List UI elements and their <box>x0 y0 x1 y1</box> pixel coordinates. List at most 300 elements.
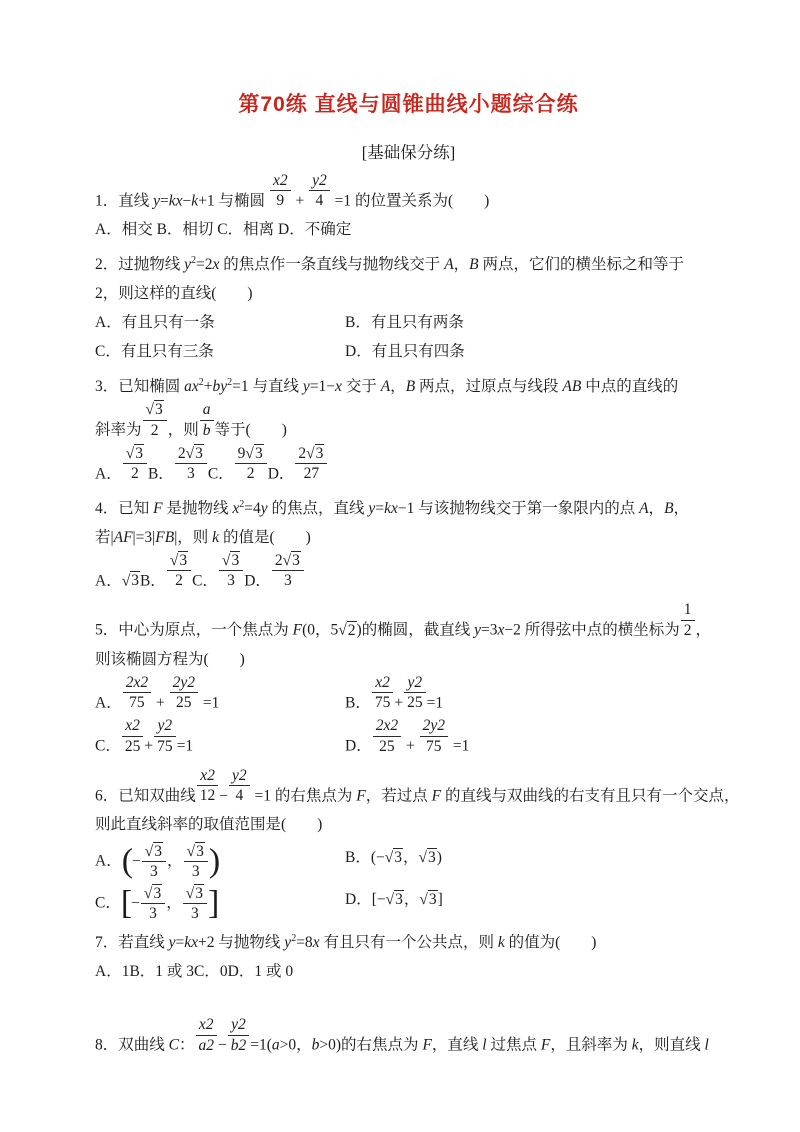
math-var: x2 <box>375 673 390 691</box>
sqrt-radical <box>126 444 144 462</box>
option-cell <box>345 337 465 366</box>
numerator <box>229 767 250 786</box>
text: C．有且只有三条 <box>95 343 214 361</box>
text: ， <box>453 256 470 274</box>
text: A．1B．1 或 3C．0D．1 或 0 <box>95 963 294 981</box>
option-cell <box>95 337 345 366</box>
radical-sign: √ <box>121 572 131 590</box>
numerator <box>272 552 304 571</box>
numerator <box>372 674 394 693</box>
radicand: 3 <box>315 444 324 462</box>
math-var: x <box>335 378 342 396</box>
radicand: 3 <box>395 890 403 908</box>
text: =1 <box>176 737 194 755</box>
fraction <box>196 1016 218 1054</box>
math-var: a <box>202 401 211 419</box>
math-var: ax <box>184 378 199 396</box>
text: D． <box>267 465 295 483</box>
text: A． <box>95 852 122 870</box>
text: ， <box>403 848 419 866</box>
numerator <box>175 445 207 464</box>
superscript: 2 <box>239 498 245 510</box>
math-var: F <box>356 786 366 804</box>
denominator <box>167 571 191 589</box>
text: 则此直线斜率的取值范围是( ) <box>95 815 323 833</box>
radical-sign: √ <box>185 884 195 902</box>
fraction <box>420 717 448 755</box>
denominator <box>184 862 208 880</box>
fraction <box>404 674 426 712</box>
radicand: 3 <box>153 884 162 902</box>
math-var: x <box>232 500 240 518</box>
text: 3 <box>190 904 199 922</box>
text: 3 <box>186 465 195 483</box>
text: =1( <box>250 1036 272 1054</box>
text: = <box>375 500 385 518</box>
math-var: y2 <box>157 717 173 735</box>
numerator <box>295 445 327 464</box>
text: 25 <box>176 694 192 712</box>
text: 75 <box>426 737 442 755</box>
text: D． <box>345 737 372 755</box>
text-line <box>95 215 722 244</box>
sqrt-radical <box>170 551 188 569</box>
text: ，若过点 <box>365 786 432 804</box>
radical-sign: √ <box>418 848 428 866</box>
option-cell <box>95 717 345 760</box>
math-var: y <box>153 192 161 210</box>
text-line <box>95 810 722 839</box>
text-line <box>95 494 722 523</box>
fraction <box>123 445 147 483</box>
denominator <box>681 621 695 639</box>
text: − <box>131 894 140 912</box>
radicand: 3 <box>131 572 139 590</box>
math-var: A <box>380 378 391 396</box>
text: A． <box>95 465 122 483</box>
text: B． <box>147 465 174 483</box>
text: B．有且只有两条 <box>345 314 464 332</box>
numerator <box>373 717 401 736</box>
radical-sign: √ <box>186 842 196 860</box>
text: ， <box>403 890 420 908</box>
text: 的焦点，直线 <box>267 500 369 518</box>
text: 则该椭圆方程为( ) <box>95 650 245 668</box>
text: 交于 <box>341 378 381 396</box>
math-var: k <box>631 1036 639 1054</box>
numerator <box>228 1016 250 1035</box>
text: 过焦点 <box>486 1036 541 1054</box>
big-delimiter: ) <box>208 842 220 880</box>
fraction <box>122 717 144 755</box>
denominator <box>272 571 304 589</box>
text: ， <box>695 621 712 639</box>
denominator <box>229 786 250 804</box>
fraction <box>197 767 219 805</box>
text: = <box>175 934 185 952</box>
option-cell <box>345 308 464 337</box>
text: 3．已知椭圆 <box>95 378 185 396</box>
radical-sign: √ <box>145 401 155 419</box>
text: 2 <box>683 621 692 639</box>
sqrt-radical <box>145 842 163 860</box>
math-var: B <box>405 378 416 396</box>
option-cell <box>345 885 443 923</box>
big-delimiter: [ <box>120 884 132 921</box>
radical-sign: √ <box>143 884 153 902</box>
denominator <box>143 421 167 439</box>
text-line <box>95 279 722 308</box>
radicand: 3 <box>394 848 403 866</box>
math-var: 2x2 <box>125 673 149 691</box>
text: 斜率为 <box>95 421 142 439</box>
numerator <box>404 674 426 693</box>
numerator <box>122 717 144 736</box>
text: (0，5 <box>302 621 339 639</box>
text: − <box>132 852 141 870</box>
text: 3 <box>191 863 200 881</box>
fraction <box>373 717 401 755</box>
math-var: y <box>284 934 292 952</box>
math-var: A <box>639 500 649 518</box>
text: =1 <box>448 737 470 755</box>
question-5 <box>95 601 722 760</box>
math-var: 2y2 <box>422 717 445 735</box>
math-var: a <box>271 1036 280 1054</box>
sqrt-radical <box>283 551 301 569</box>
option-cell <box>345 674 443 717</box>
math-var: x <box>212 256 220 274</box>
fraction <box>372 674 394 712</box>
text: =4 <box>244 500 261 518</box>
denominator <box>154 737 176 755</box>
text: ，直线 <box>431 1036 483 1054</box>
radical-sign: √ <box>221 552 231 570</box>
question-7 <box>95 928 722 986</box>
page-title: 第70练 直线与圆锥曲线小题综合练 <box>238 93 579 116</box>
math-var: y <box>302 378 310 396</box>
superscript: 2 <box>291 933 297 945</box>
math-var: 2x2 <box>375 717 399 735</box>
math-var: k <box>497 934 505 952</box>
text-line <box>95 172 722 215</box>
math-var: x2 <box>272 172 288 189</box>
text: 有且只有一个公共点，则 <box>319 934 498 952</box>
numerator <box>681 601 695 620</box>
math-var: y <box>168 934 176 952</box>
text-line <box>95 601 722 644</box>
radicand: 3 <box>254 444 263 462</box>
text: =1 <box>426 694 444 712</box>
text: = <box>160 192 169 210</box>
radicand: 3 <box>428 848 436 866</box>
fraction <box>170 674 198 712</box>
text: 25 <box>124 737 141 755</box>
text: ， <box>167 852 183 870</box>
fraction <box>143 401 167 439</box>
numerator <box>184 843 208 862</box>
text: >0)的右焦点为 <box>319 1036 423 1054</box>
radical-sign: √ <box>125 444 135 462</box>
superscript: 2 <box>191 255 197 267</box>
text: ，则 <box>167 421 199 439</box>
numerator <box>197 767 219 786</box>
math-var: y2 <box>232 766 247 784</box>
numerator <box>309 172 330 191</box>
text: 2 <box>246 465 255 483</box>
text: 2 <box>130 465 139 483</box>
radicand: 3 <box>195 444 203 462</box>
sqrt-radical <box>222 551 240 569</box>
text: 2 <box>150 421 159 439</box>
sqrt-radical <box>186 444 204 462</box>
question-8 <box>95 1016 722 1059</box>
text: C． <box>95 737 121 755</box>
math-var: a2 <box>198 1036 214 1054</box>
math-var: l <box>704 1036 709 1054</box>
text: 若| <box>95 529 114 547</box>
denominator <box>372 693 394 711</box>
sqrt-radical <box>186 884 204 902</box>
math-var: k <box>191 192 199 210</box>
denominator <box>228 1036 250 1054</box>
fraction <box>142 843 166 881</box>
math-var: x <box>312 934 320 952</box>
fraction <box>154 717 176 755</box>
big-delimiter: ] <box>207 884 219 921</box>
radical-sign: √ <box>384 848 394 866</box>
text: A． <box>95 572 122 590</box>
denominator <box>196 1036 218 1054</box>
text: 3 <box>227 572 235 590</box>
sqrt-radical <box>122 571 140 589</box>
math-var: kx <box>168 192 183 210</box>
options-row <box>95 674 722 717</box>
text: |=3| <box>132 529 156 547</box>
math-var: F <box>422 1036 432 1054</box>
text: + <box>291 192 309 210</box>
section-header: [基础保分练] <box>361 143 456 162</box>
math-var: F <box>153 500 163 518</box>
radical-sign: √ <box>385 890 395 908</box>
fraction <box>219 552 243 590</box>
text: ，则直线 <box>638 1036 705 1054</box>
text: 是抛物线 <box>162 500 233 518</box>
text-line <box>95 372 722 401</box>
text: =3 <box>480 621 498 639</box>
text: 27 <box>303 465 320 483</box>
denominator <box>141 904 165 922</box>
text: 25 <box>407 694 423 712</box>
fraction <box>295 445 327 483</box>
math-var: x2 <box>198 1016 214 1034</box>
text: 2 <box>177 444 186 462</box>
numerator <box>196 1016 218 1035</box>
text: −1 与该抛物线交于第一象限内的点 <box>397 500 640 518</box>
text: D．[− <box>345 890 386 908</box>
radicand: 3 <box>195 884 203 902</box>
text: 7．若直线 <box>95 934 169 952</box>
text: ， <box>673 500 690 518</box>
numerator <box>170 674 198 693</box>
math-var: A <box>444 256 454 274</box>
text: + <box>394 694 404 712</box>
text: D．有且只有四条 <box>345 343 465 361</box>
text: =1 的位置关系为( ) <box>330 192 490 210</box>
radicand: 3 <box>428 890 437 908</box>
radical-sign: √ <box>282 552 292 570</box>
radicand: 3 <box>179 552 188 570</box>
text: 中点的直线的 <box>581 378 679 396</box>
text: 1．直线 <box>95 192 154 210</box>
radicand: 3 <box>155 401 163 419</box>
denominator <box>420 737 448 755</box>
text: 6．已知双曲线 <box>95 786 196 804</box>
text: 12 <box>199 786 216 804</box>
options-row <box>95 885 722 923</box>
text: 75 <box>374 694 391 712</box>
superscript: 2 <box>227 377 233 389</box>
text: 2 <box>274 552 283 570</box>
text: A．相交 B．相切 C．相离 D．不确定 <box>95 221 352 239</box>
text-line <box>95 928 722 957</box>
text: + <box>144 737 154 755</box>
text-line <box>95 250 722 279</box>
sqrt-radical <box>419 848 437 866</box>
fraction <box>175 445 207 483</box>
math-var: B <box>469 256 479 274</box>
text: |，则 <box>174 529 213 547</box>
text: 两点，过原点与线段 <box>415 378 563 396</box>
math-var: x2 <box>125 717 140 735</box>
sqrt-radical <box>144 884 162 902</box>
options-row <box>95 337 722 366</box>
radical-sign: √ <box>419 890 428 908</box>
math-var: y2 <box>312 172 327 189</box>
text: ， <box>390 378 406 396</box>
math-var: l <box>482 1036 487 1054</box>
text: 两点，它们的横坐标之和等于 <box>478 256 685 274</box>
math-var: AF <box>113 529 133 547</box>
text: ， <box>648 500 665 518</box>
math-var: kx <box>384 500 398 518</box>
denominator <box>183 904 207 922</box>
text: A．有且只有一条 <box>95 314 215 332</box>
text-line <box>95 957 722 986</box>
fraction <box>228 1016 250 1054</box>
question-1 <box>95 172 722 244</box>
sqrt-radical <box>338 621 356 639</box>
options-row <box>95 843 722 881</box>
fraction <box>141 885 165 923</box>
radical-sign: √ <box>338 621 347 639</box>
text: ) <box>436 848 442 866</box>
options-row <box>95 717 722 760</box>
math-var: kx <box>184 934 199 952</box>
math-var: b2 <box>230 1036 247 1054</box>
text-line <box>95 445 722 488</box>
denominator <box>309 191 330 209</box>
text-line <box>95 523 722 552</box>
math-var: C <box>168 1036 179 1054</box>
math-var: y2 <box>231 1016 246 1034</box>
math-var: b <box>202 421 211 439</box>
radicand: 3 <box>154 842 163 860</box>
numerator <box>167 552 191 571</box>
denominator <box>235 464 267 482</box>
sqrt-radical <box>385 848 403 866</box>
question-4 <box>95 494 722 595</box>
text: >0， <box>279 1036 312 1054</box>
math-var: AB <box>562 378 582 396</box>
text: 2，则这样的直线( ) <box>95 285 253 303</box>
sqrt-radical <box>306 444 324 462</box>
numerator <box>183 885 207 904</box>
math-var: x2 <box>200 766 215 784</box>
numerator <box>154 717 176 736</box>
question-3 <box>95 372 722 488</box>
text: 的值是( ) <box>219 529 311 547</box>
big-delimiter: ( <box>121 842 133 880</box>
denominator <box>122 737 144 755</box>
math-var: 2y2 <box>172 673 195 691</box>
question-2 <box>95 250 722 366</box>
text: 2．过抛物线 <box>95 256 185 274</box>
text: =2 <box>196 256 213 274</box>
math-var: y2 <box>407 673 423 691</box>
sqrt-radical <box>419 890 437 908</box>
text: C． <box>207 465 234 483</box>
text: C． <box>192 572 218 590</box>
text: + <box>402 737 419 755</box>
denominator <box>219 571 243 589</box>
option-cell <box>95 674 345 717</box>
denominator <box>295 464 327 482</box>
text: =1− <box>309 378 336 396</box>
radical-sign: √ <box>169 552 179 570</box>
option-cell <box>345 717 469 760</box>
fraction <box>229 767 250 805</box>
denominator <box>175 464 207 482</box>
math-var: F <box>540 1036 551 1054</box>
math-var: x <box>497 621 505 639</box>
text: =1 与直线 <box>232 378 303 396</box>
denominator <box>123 464 147 482</box>
numerator <box>270 172 291 191</box>
denominator <box>197 786 219 804</box>
option-cell <box>95 885 345 923</box>
text: 25 <box>379 737 395 755</box>
fraction <box>681 601 695 639</box>
text: 3 <box>149 904 157 922</box>
question-6 <box>95 766 740 923</box>
text-line <box>95 766 740 810</box>
fraction <box>272 552 304 590</box>
radicand: 3 <box>196 842 204 860</box>
numerator <box>141 885 165 904</box>
text: 8．双曲线 <box>95 1036 169 1054</box>
text: 9 <box>237 444 246 462</box>
math-var: by <box>212 378 228 396</box>
text: +2 与抛物线 <box>198 934 285 952</box>
text-line <box>95 645 722 674</box>
numerator <box>420 717 448 736</box>
text: 5．中心为原点，一个焦点为 <box>95 621 293 639</box>
text: 1 <box>683 601 692 619</box>
text: 3 <box>150 863 158 881</box>
options-row <box>95 308 722 337</box>
text-line <box>95 552 722 595</box>
